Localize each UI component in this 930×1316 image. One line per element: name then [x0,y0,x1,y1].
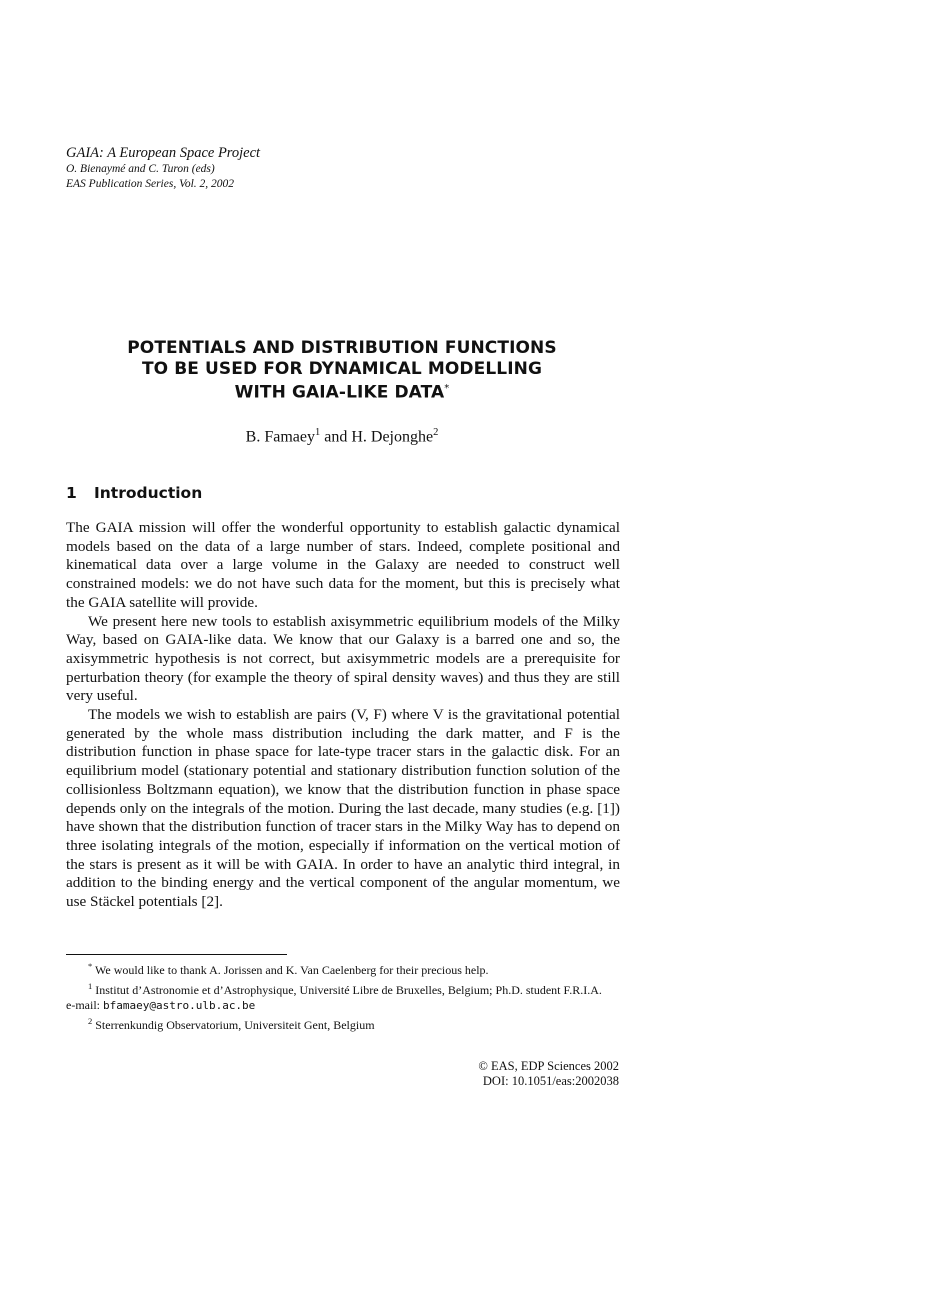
footnote-text: Sterrenkundig Observatorium, Universiteit Gent, Belgium [95,1017,375,1032]
paragraph: We present here new tools to establish axisymmetric equilibrium models of the Milky Way, based on GAIA-like data. We know that our Galaxy is a barred one and so, the axisymmetric hypothesis is not correct, but axisymmetric models are a prerequisite for perturbation theory (for example the theory of spiral density waves) and thus they are still very useful. [66,612,620,705]
author-separator: and [320,428,352,446]
footnote-mark: 1 [88,980,93,991]
paper-title [66,338,618,403]
footnote [66,979,624,999]
paper-title-line: POTENTIALS AND DISTRIBUTION FUNCTIONS [127,338,557,358]
footnote [66,959,624,979]
body-text [66,519,620,912]
footnote-text: We would like to thank A. Jorissen and K. Van Caelenberg for their precious help. [95,963,489,977]
series-editors: O. Bienaymé and C. Turon (eds) [66,163,215,175]
section-title: Introduction [94,484,203,502]
section-number: 1 [66,484,77,502]
copyright-line: © EAS, EDP Sciences 2002 [478,1059,619,1073]
footnote-divider [66,954,287,955]
footnote-text: Institut d’Astronomie et d’Astrophysique, Université Libre de Bruxelles, Belgium; Ph.D. student F.R.I.A. [95,982,602,997]
series-header [66,144,260,192]
title-footnote-mark: * [444,383,450,394]
section-heading [66,483,202,503]
footnote-email [66,998,624,1014]
footnote-mark: * [88,961,93,971]
footnote [66,1014,624,1034]
author-line [66,423,618,447]
copyright-notice [478,1059,619,1089]
paper-title-line: WITH GAIA-LIKE DATA [234,382,445,403]
email-label: e-mail: [66,998,103,1013]
author-affiliation-mark: 1 [314,427,321,438]
author-name: B. Famaey [245,428,315,446]
paper-title-line: TO BE USED FOR DYNAMICAL MODELLING [141,358,543,379]
author-name: H. Dejonghe [351,428,434,446]
doi-line: DOI: 10.1051/eas:2002038 [482,1074,619,1088]
series-publication: EAS Publication Series, Vol. 2, 2002 [66,178,235,190]
email-address: bfamaey@astro.ulb.ac.be [102,999,256,1013]
paragraph: The GAIA mission will offer the wonderful opportunity to establish galactic dynamical models based on the data of a large number of stars. Indeed, complete positional and kinematical data over a large volume in the Galaxy are needed to construct well constrained models: we do not have such data for the moment, but this is precisely what the GAIA satellite will provide. [66,519,620,611]
footnote-mark: 2 [88,1015,93,1026]
paragraph: The models we wish to establish are pairs (V, F) where V is the gravitational potential generated by the whole mass distribution including the dark matter, and F is the distribution function in phase space for late-type tracer stars in the galactic disk. For an equilibrium model (stationary potential and stationary distribution function solution of the collisionless Boltzmann equation), we know that the distribution function in phase space depends only on the integrals of the motion. During the last decade, many studies (e.g. [1]) have shown that the distribution function of tracer stars in the Milky Way has to depend on three isolating integrals of the motion, especially if information on the vertical motion of the stars is present as it will be with GAIA. In order to have an analytic third integral, in addition to the binding energy and the vertical component of the angular momentum, we use Stäckel potentials [2]. [66,706,620,911]
footnotes [66,959,624,1033]
series-title: GAIA: A European Space Project [66,145,261,161]
author-affiliation-mark: 2 [433,427,439,438]
